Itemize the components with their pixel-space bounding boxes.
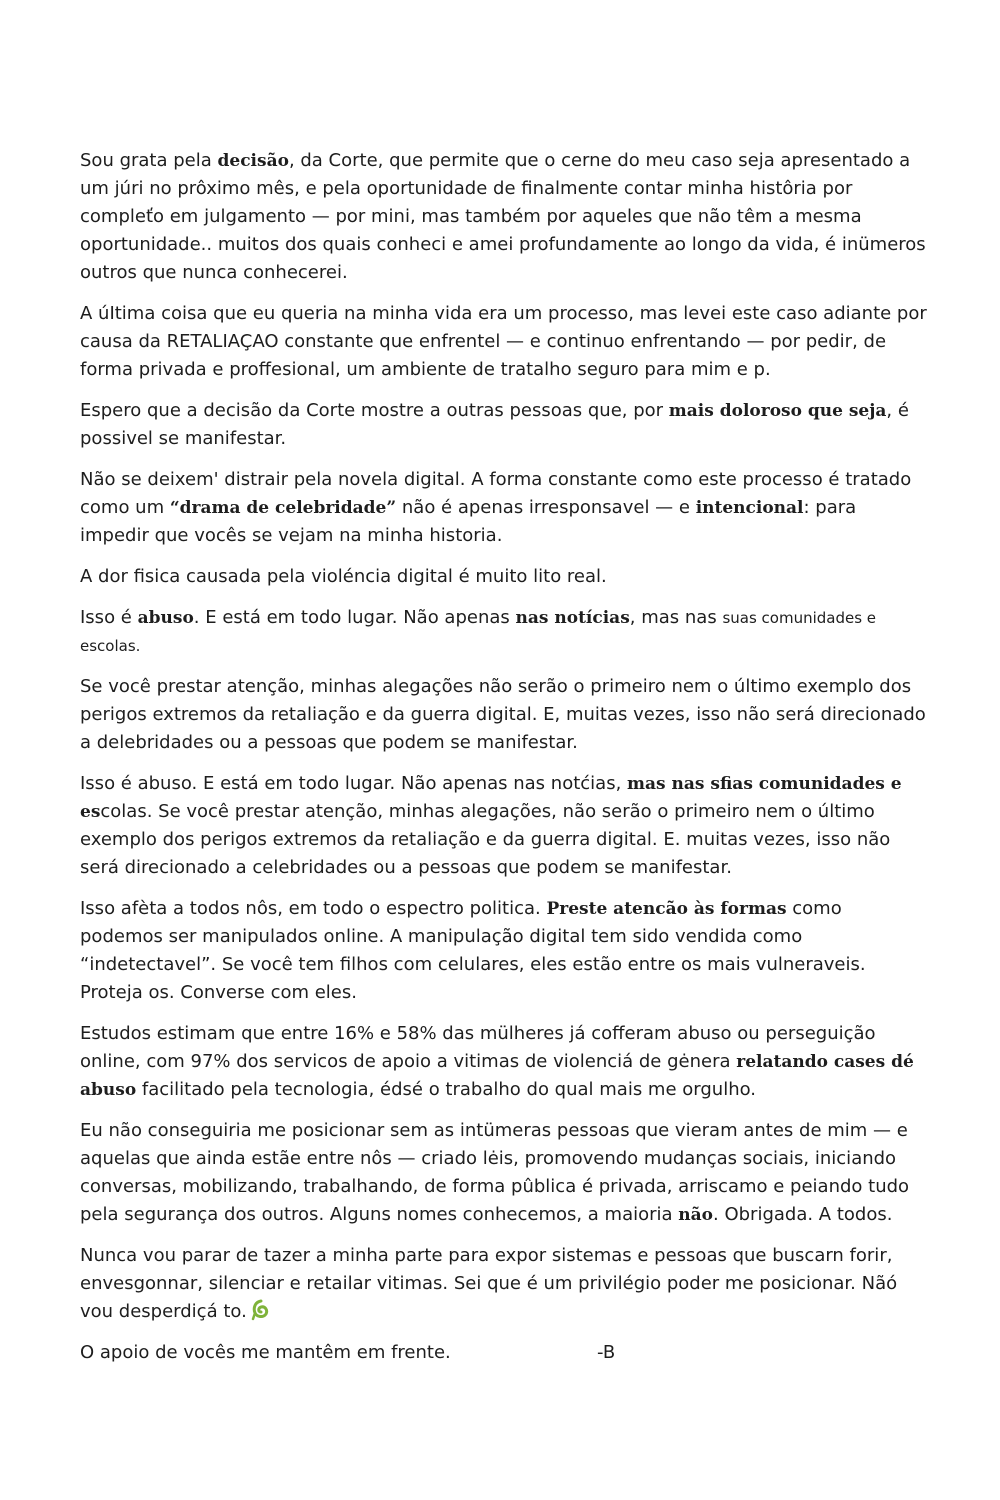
- bold-text-run: abuso: [137, 608, 194, 628]
- bold-text-run: intencional: [695, 498, 804, 518]
- paragraph: [80, 563, 930, 591]
- text-run: como podemos ser manipulados online. A manipulação digital tem sido vendida como “indetectavel”. Se você tem filhos com celulares, eles estão entre os mais vulneraveis. Proteja os. Converse com eles.: [80, 898, 866, 1003]
- paragraph: [80, 466, 930, 550]
- bold-text-run: decisão: [217, 151, 289, 171]
- text-run: Isso é: [80, 607, 138, 628]
- green-leaf-icon: [251, 1299, 271, 1321]
- text-run: . Obrigada. A todos.: [713, 1204, 893, 1225]
- text-run: , é possivel se manifestar.: [80, 400, 909, 449]
- text-run: , da Corte, que permite que o cerne do meu caso seja apresentado a um júri no prôximo mês, e pela oportunidade de finalmente contar minha histôria por compleťo em julgamento — por mini, mas também por aqueles que não têm a mesma oportunidade.. muitos dos quais conheci e amei profundamente ao longo da vida, é inümeros outros que nunca conhecerei.: [80, 150, 926, 283]
- text-run: Isso afèta a todos nôs, em todo o espectro politica.: [80, 898, 547, 919]
- bold-text-run: Preste atencão às formas: [546, 899, 787, 919]
- paragraph: [80, 300, 930, 384]
- text-run: Se você prestar atenção, minhas alegações não serão o primeiro nem o último exemplo dos perigos extremos da retaliação e da guerra digital. E, muitas vezes, isso não será direcionado a delebridades ou a pessoas que podem se manifestar.: [80, 676, 926, 753]
- text-run: Não se deixem' distrair pela novela digital. A forma constante como este processo é tratado como um: [80, 469, 912, 518]
- text-run: A dor fisica causada pela violéncia digital é muito lito real.: [80, 566, 607, 587]
- text-run: Sou grata pela: [80, 150, 218, 171]
- bold-text-run: mais doloroso que seja: [668, 401, 887, 421]
- paragraph: [80, 673, 930, 757]
- document-body: [80, 147, 930, 1367]
- text-run: colas. Se você prestar atenção, minhas alegações, não serão o primeiro nem o último exemplo dos perigos extremos da retaliação e da guerra digital. E. muitas vezes, isso não será direcionado a celebridades ou a pessoas que podem se manifestar.: [80, 801, 891, 878]
- bold-text-run: nas notícias: [515, 608, 630, 628]
- text-run: suas comunidades e escolas.: [80, 609, 877, 655]
- paragraph: [80, 1117, 930, 1229]
- paragraph-list: [80, 147, 930, 1326]
- text-run: não é apenas irresponsavel — e: [396, 497, 696, 518]
- paragraph: [80, 1242, 930, 1326]
- paragraph: [80, 397, 930, 453]
- signoff-text: O apoio de vocês me mantêm em frente.: [80, 1342, 451, 1363]
- text-run: Isso é abuso. E está em todo lugar. Não apenas nas notćias,: [80, 773, 628, 794]
- text-run: , mas nas: [629, 607, 723, 628]
- paragraph: [80, 1020, 930, 1104]
- bold-text-run: relatando cases dé abuso: [80, 1052, 914, 1100]
- bold-text-run: não: [678, 1205, 714, 1225]
- footer-line: [80, 1339, 930, 1367]
- text-run: Eu não conseguiria me posicionar sem as intümeras pessoas que vieram antes de mim — e aquelas que ainda estãe entre nôs — criado lėis, promovendo mudanças sociais, iniciando conversas, mobilizando, trabalhando, de forma pûblica é privada, arriscamo e peiando tudo pela segurança dos outros. Alguns nomes conhecemos, a maioria: [80, 1120, 910, 1225]
- text-run: Estudos estimam que entre 16% e 58% das mülheres já cofferam abuso ou perseguição online, com 97% dos servicos de apoio a vitimas de violenciá de gėnera: [80, 1023, 876, 1072]
- text-run: facilitado pela tecnologia, édsé o trabalho do qual mais me orgulho.: [136, 1079, 757, 1100]
- paragraph: [80, 604, 930, 660]
- text-run: : para impedir que vocês se vejam na minha historia.: [80, 497, 857, 546]
- paragraph: [80, 147, 930, 287]
- signature: -B: [597, 1342, 616, 1363]
- paragraph: [80, 770, 930, 882]
- bold-text-run: mas nas sfias comunidades e es: [80, 774, 902, 822]
- text-run: Espero que a decisão da Corte mostre a outras pessoas que, por: [80, 400, 669, 421]
- bold-text-run: “drama de celebridade”: [169, 498, 397, 518]
- text-run: . E está em todo lugar. Não apenas: [193, 607, 516, 628]
- paragraph: [80, 895, 930, 1007]
- text-run: A úItima coisa que eu queria na minha vida era um processo, mas levei este caso adiante por causa da RETALIAÇAO constante que enfrentel — e continuo enfrentando — por pedir, de forma privada e proffesional, um ambiente de tratalho seguro para mim e p.: [80, 303, 927, 380]
- text-run: Nunca vou parar de tazer a minha parte para expor sistemas e pessoas que buscarn forir, envesgonnar, silenciar e retailar vitimas. Sei que é um privilégio poder me posicionar. Nãó vou desperdiçá to.: [80, 1245, 898, 1322]
